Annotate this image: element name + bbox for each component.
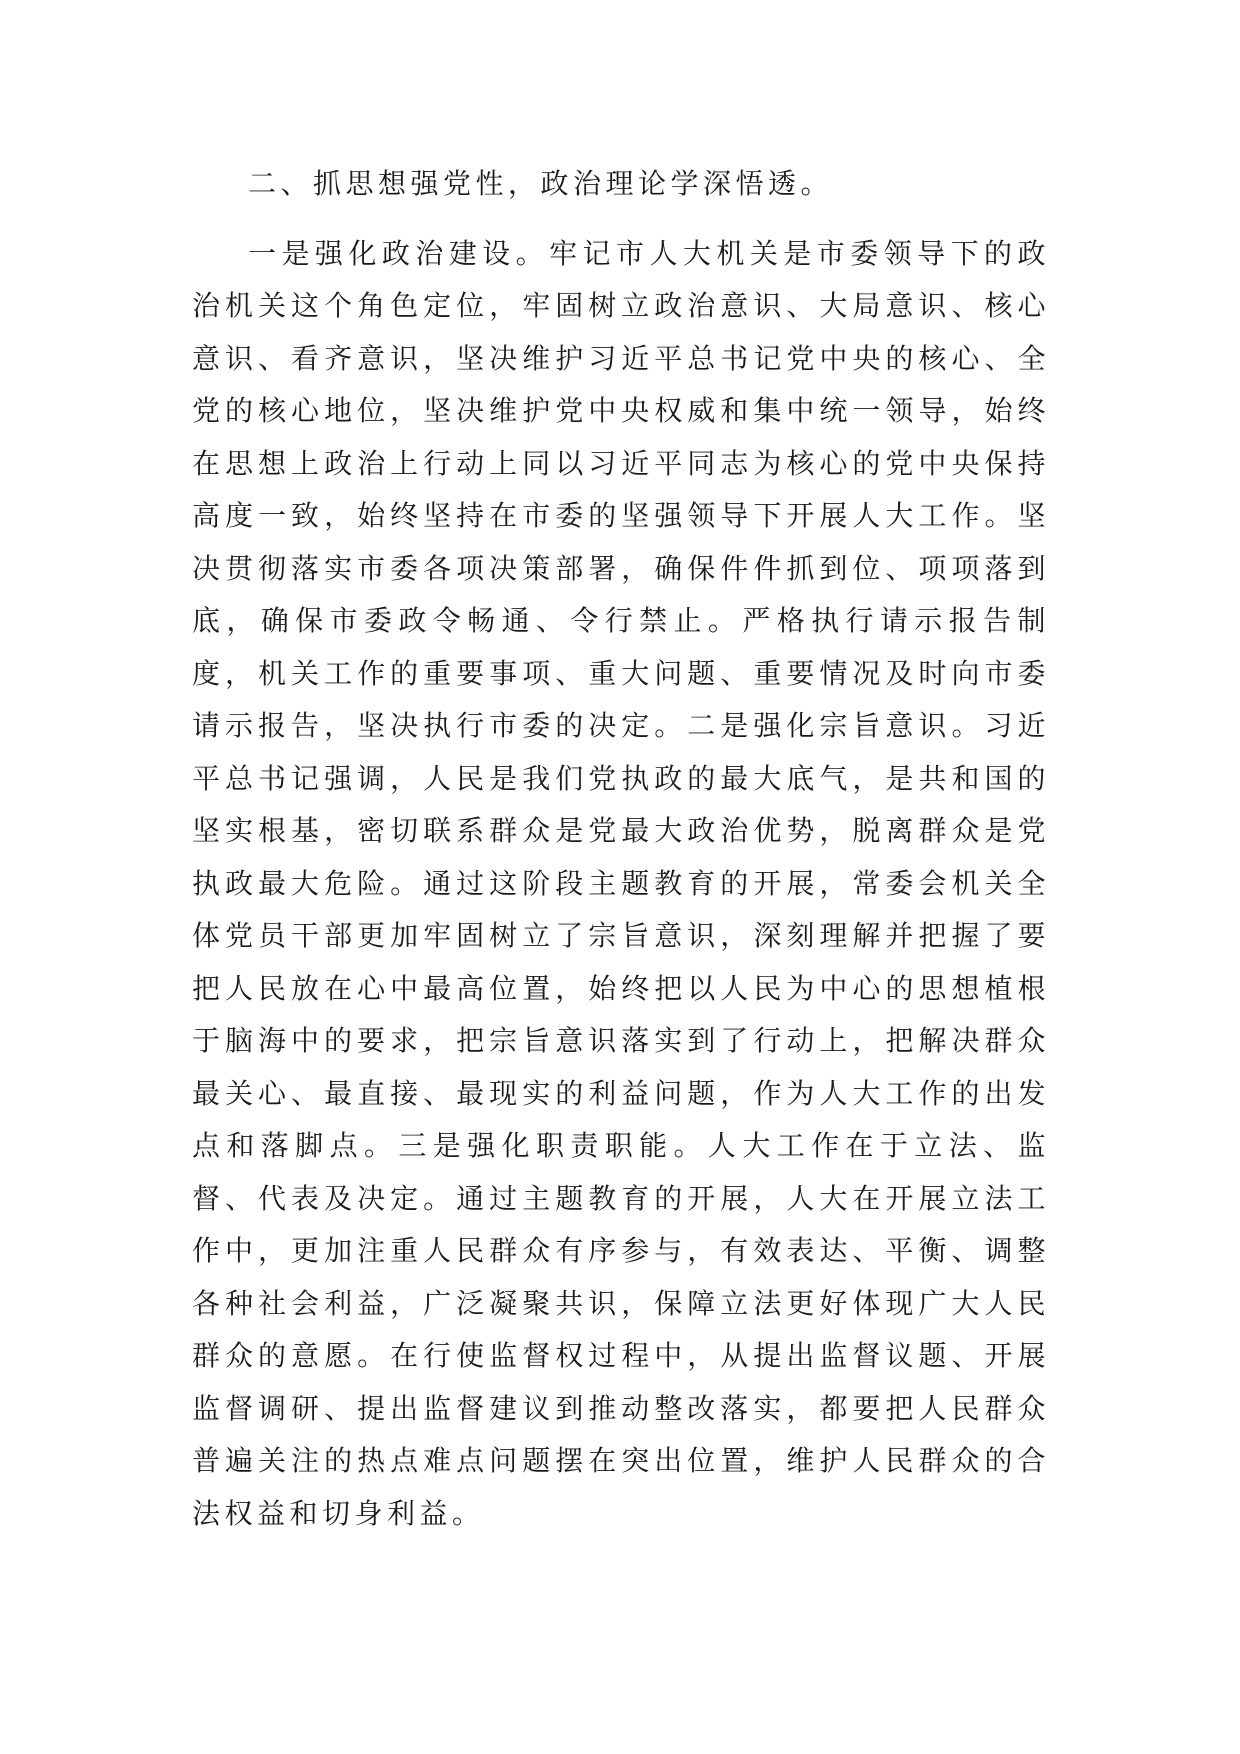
- body-paragraph: 一是强化政治建设。牢记市人大机关是市委领导下的政治机关这个角色定位，牢固树立政治意识、大局意识、核心意识、看齐意识，坚决维护习近平总书记党中央的核心、全党的核心地位，坚决维护党中央权威和集中统一领导，始终在思想上政治上行动上同以习近平同志为核心的党中央保持高度一致，始终坚持在市委的坚强领导下开展人大工作。坚决贯彻落实市委各项决策部署，确保件件抓到位、项项落到底，确保市委政令畅通、令行禁止。严格执行请示报告制度，机关工作的重要事项、重大问题、重要情况及时向市委请示报告，坚决执行市委的决定。二是强化宗旨意识。习近平总书记强调，人民是我们党执政的最大底气，是共和国的坚实根基，密切联系群众是党最大政治优势，脱离群众是党执政最大危险。通过这阶段主题教育的开展，常委会机关全体党员干部更加牢固树立了宗旨意识，深刻理解并把握了要把人民放在心中最高位置，始终把以人民为中心的思想植根于脑海中的要求，把宗旨意识落实到了行动上，把解决群众最关心、最直接、最现实的利益问题，作为人大工作的出发点和落脚点。三是强化职责职能。人大工作在于立法、监督、代表及决定。通过主题教育的开展，人大在开展立法工作中，更加注重人民群众有序参与，有效表达、平衡、调整各种社会利益，广泛凝聚共识，保障立法更好体现广大人民群众的意愿。在行使监督权过程中，从提出监督议题、开展监督调研、提出监督建议到推动整改落实，都要把人民群众普遍关注的热点难点问题摆在突出位置，维护人民群众的合法权益和切身利益。: [192, 236, 1050, 1530]
- document-body: [192, 158, 1050, 1540]
- section-heading: 二、抓思想强党性，政治理论学深悟透。: [248, 167, 834, 200]
